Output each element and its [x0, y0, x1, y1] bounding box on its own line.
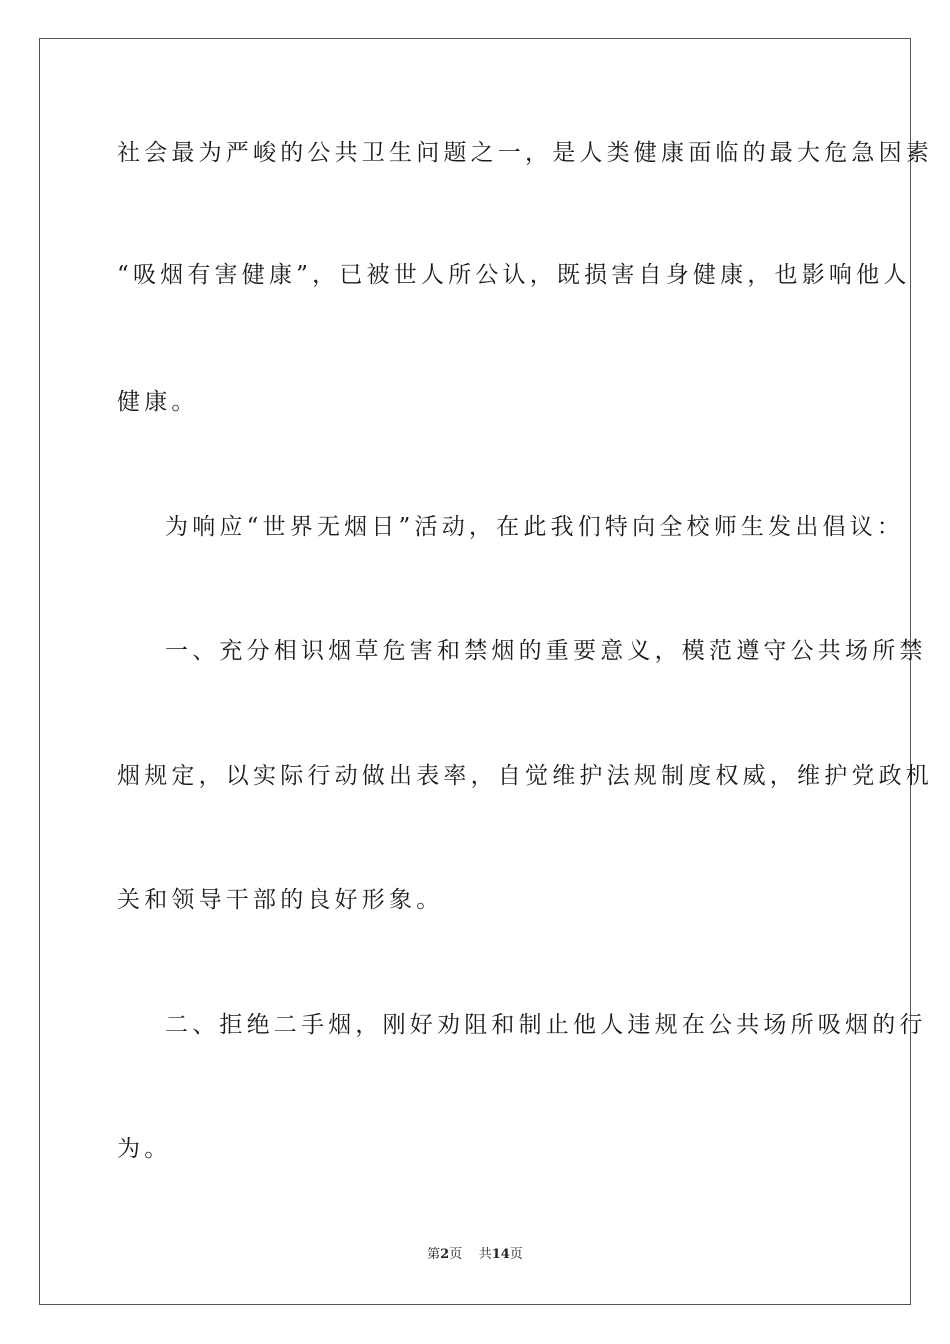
- item-one-line-3: 关和领导干部的良好形象。: [117, 887, 444, 913]
- body-line-2: “吸烟有害健康”，已被世人所公认，既损害自身健康，也影响他人: [117, 262, 911, 288]
- total-prefix: 共: [478, 1247, 492, 1262]
- body-line-1: 社会最为严峻的公共卫生问题之一，是人类健康面临的最大危急因素: [117, 140, 933, 166]
- page-number: 2: [440, 1247, 450, 1262]
- page-footer: [0, 1246, 950, 1264]
- paragraph-appeal: 为响应“世界无烟日”活动，在此我们特向全校师生发出倡议：: [165, 514, 905, 540]
- item-one-line-2: 烟规定，以实际行动做出表率，自觉维护法规制度权威，维护党政机: [117, 763, 933, 789]
- page-prefix: 第: [427, 1247, 441, 1262]
- total-pages: 14: [491, 1247, 510, 1262]
- item-one-line-1: 一、充分相识烟草危害和禁烟的重要意义，模范遵守公共场所禁: [165, 638, 927, 664]
- page-border: [39, 38, 933, 1305]
- page-suffix: 页: [449, 1247, 463, 1262]
- body-line-3: 健康。: [117, 389, 199, 415]
- item-two-line-1: 二、拒绝二手烟，刚好劝阻和制止他人违规在公共场所吸烟的行: [165, 1012, 927, 1038]
- total-suffix: 页: [509, 1247, 523, 1262]
- item-two-line-2: 为。: [117, 1136, 172, 1162]
